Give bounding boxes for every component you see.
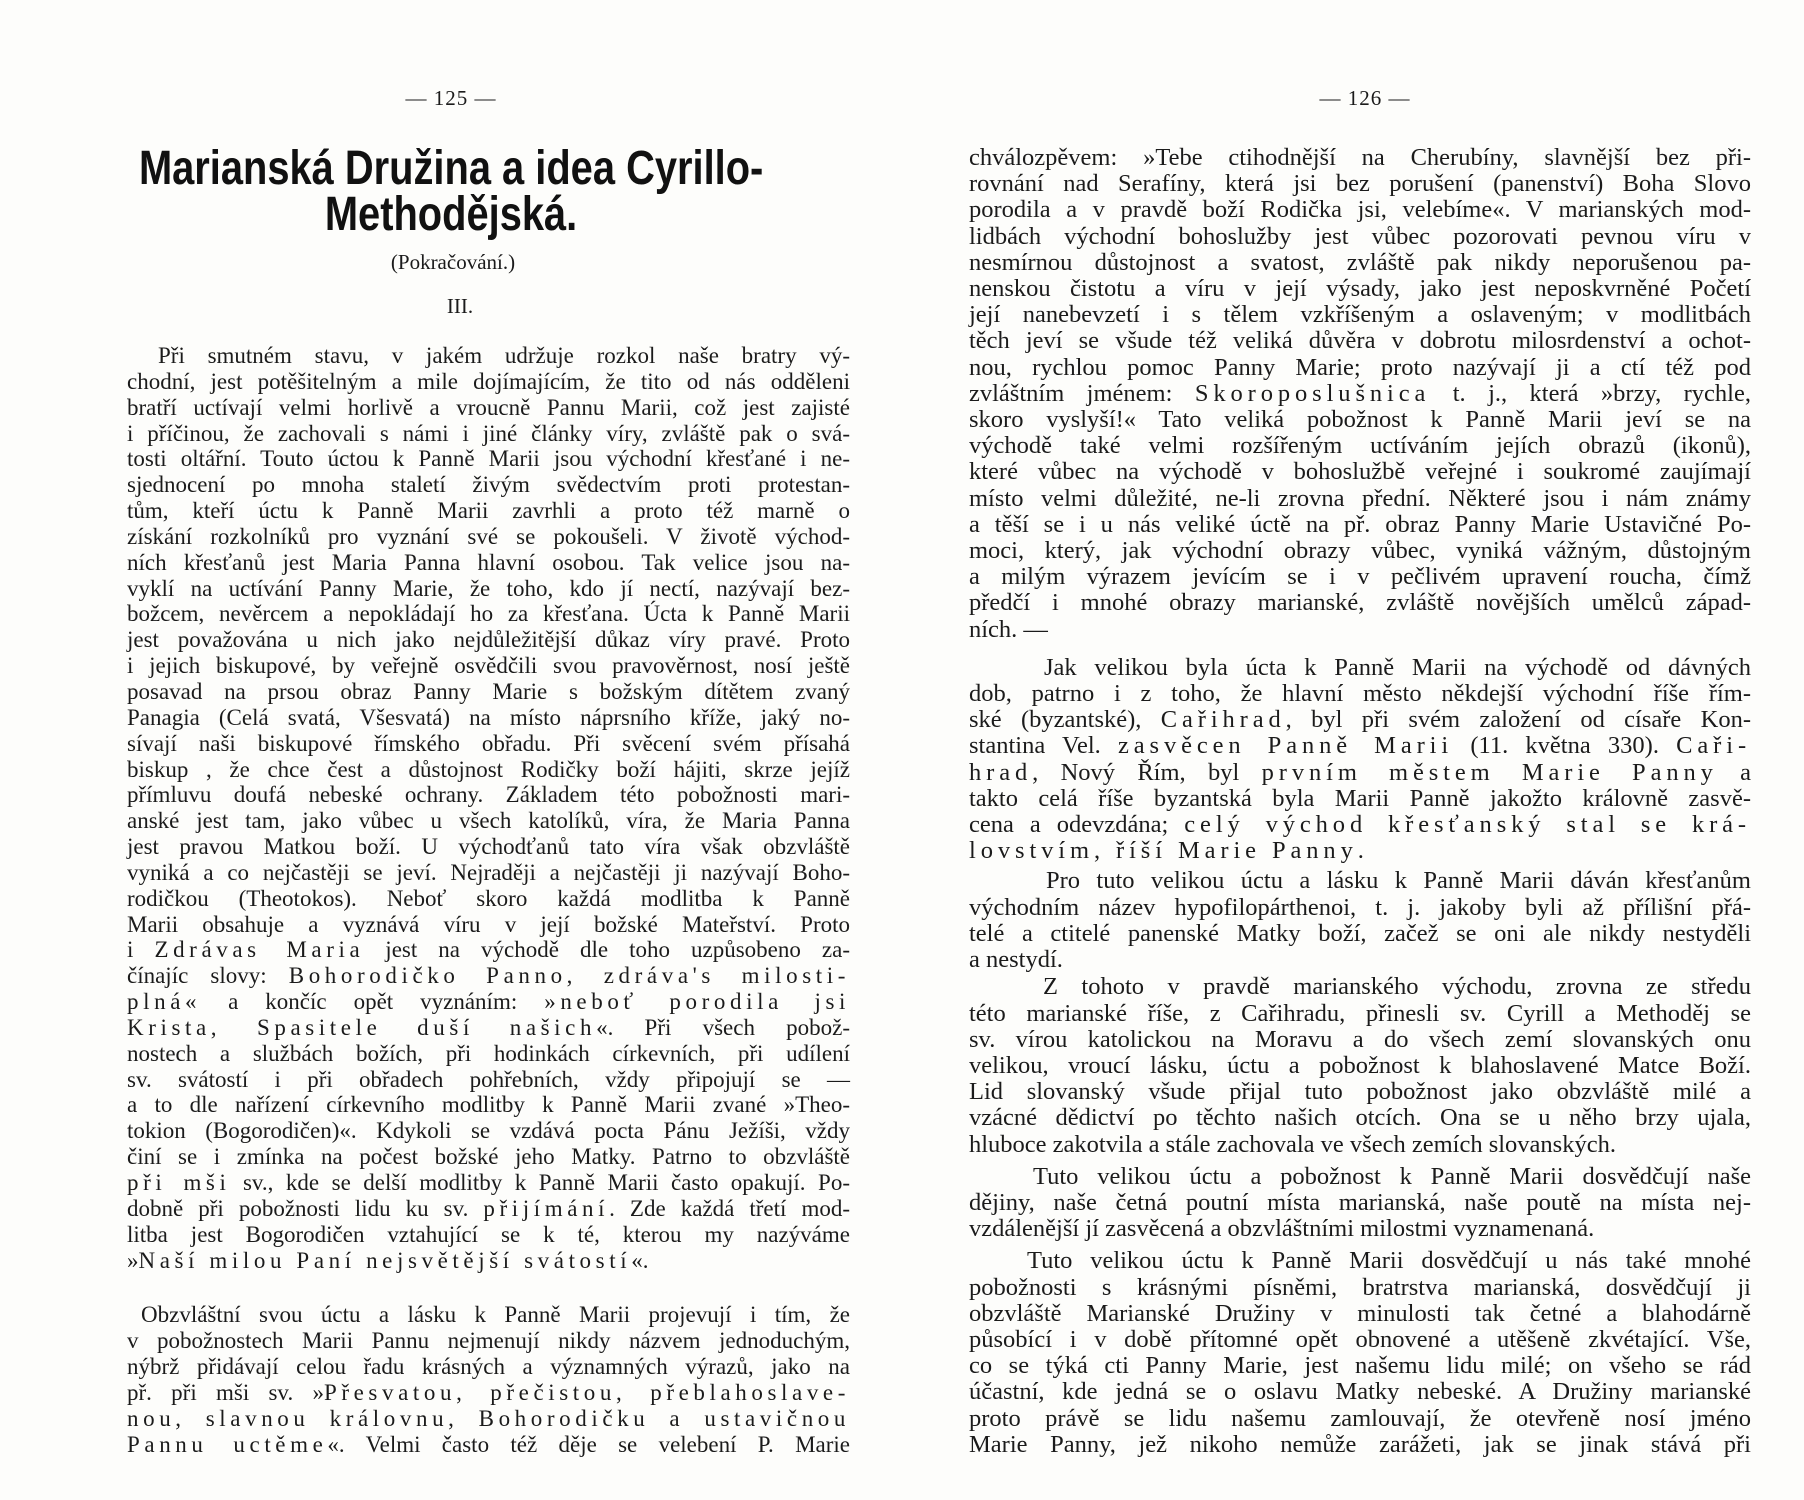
text-line: velikou, vroucí lásku, úctu a pobožnost k blahoslavené Matce Boží. xyxy=(969,1051,1751,1079)
body-text xyxy=(969,145,1751,1458)
text-line: východě také velmi rozšířeným uctíváním jejích obrazů (ikonů), xyxy=(969,432,1751,460)
text-line: vzdálenější jí zasvěcená a obzvláštními milostmi vyznamenaná. xyxy=(969,1215,1595,1243)
right-page xyxy=(902,0,1804,1500)
paragraph xyxy=(127,343,850,1273)
text-line: př. při mši sv. »Přesvatou, přečistou, přeblahoslave- xyxy=(127,1379,850,1405)
letter-spaced-text: Skoroposlušnica xyxy=(1194,379,1431,407)
letter-spaced-text: lovstvím, říší Marie Panny xyxy=(969,837,1358,865)
letter-spaced-text: hrad xyxy=(969,758,1033,786)
text-line: i jejich biskupové, by veřejně osvědčili svou pravověrnost, nosí ještě xyxy=(127,653,850,679)
text-line: nesmírnou důstojnost a svatost, zvláště pak nikdy neporušenou pa- xyxy=(969,248,1751,276)
text-line: východním název hypofilopárthenoi, t. j. jakoby byli až přílišní přá- xyxy=(969,893,1751,921)
text-line: vzácné dědictví po těchto našich otcích. Ona se u něho brzy ujala, xyxy=(969,1104,1751,1132)
paragraph xyxy=(969,1248,1751,1458)
text-line: Marie Panny, jež nikoho nemůže zarážeti, jak se jinak stává při xyxy=(969,1430,1751,1458)
text-line: lidbách východní bohoslužby jest vůbec pozorovati pevnou víru v xyxy=(969,222,1751,250)
letter-spaced-text: při mši xyxy=(127,1170,231,1195)
text-line: předčí i mnohé obrazy marianské, zvláště novějších umělců západ- xyxy=(969,589,1751,617)
text-line: působící i v době přítomné opět obnovené a utěšeně zkvétající. Vše, xyxy=(969,1325,1751,1353)
paragraph xyxy=(969,655,1751,865)
text-line: bratří uctívají velmi horlivě a vroucně Pannu Marii, což jest zajisté xyxy=(127,394,850,420)
text-line: její nanebevzetí i s tělem vzkříšeným a oslaveným; v modlitbách xyxy=(969,301,1751,329)
text-line: cena a odevzdána; celý východ křesťanský stal se krá- xyxy=(969,811,1751,839)
text-line: nýbrž přidávají celou řadu krásných a významných výrazů, jako na xyxy=(127,1354,850,1380)
article-title-text: Methodějská. xyxy=(324,188,578,241)
text-line: chválozpěvem: »Tebe ctihodnější na Cherubíny, slavnější bez při- xyxy=(969,144,1751,171)
text-line: této marianské říše, z Cařihradu, přinesli sv. Cyrill a Methoděj se xyxy=(969,999,1751,1027)
text-line: vyklí na uctívání Panny Marie, že toho, kdo jí nectí, nazývají bez- xyxy=(127,575,850,601)
letter-spaced-text: Přesvatou, přečistou, přeblahoslave- xyxy=(323,1379,850,1405)
text-line: Pro tuto velikou úctu a lásku k Panně Marii dáván křesťanům xyxy=(1046,867,1751,895)
text-line: lovstvím, říší Marie Panny. xyxy=(969,837,1364,865)
text-line: Při smutném stavu, v jakém udržuje rozkol naše bratry vý- xyxy=(158,343,850,368)
page-number: — 126 — xyxy=(1319,86,1411,110)
text-line: nenskou čistotu a víru v její výsady, jako jest neposkvrněné Početí xyxy=(969,275,1751,303)
text-line: rovnání nad Serafíny, která jsi bez porušení (panenství) Boha Slovo xyxy=(969,170,1751,198)
text-line: ních. — xyxy=(969,615,1048,643)
text-line: sv. svátostí i při obřadech pohřebních, vždy připojují se — xyxy=(127,1066,850,1092)
letter-spaced-text: Pannu uctěme xyxy=(127,1431,328,1457)
text-line: obzvláště Marianské Družiny v minulosti tak četné a blahodárně xyxy=(969,1299,1751,1327)
text-line: Panagia (Celá svatá, Všesvatá) na místo náprsního kříže, jaký no- xyxy=(127,704,850,730)
page-number: — 125 — xyxy=(405,86,497,110)
text-line: které vůbec na východě v bohoslužbě veřejné i soukromé zaujímají xyxy=(969,458,1751,486)
letter-spaced-text: Naší milou Paní nejsvětější svátostí xyxy=(138,1247,632,1273)
text-line: sívají naši biskupové římského obřadu. Při svěcení svém přísahá xyxy=(127,730,850,756)
text-line: čínajíc slovy: Bohorodičko Panno, zdráva's milosti- xyxy=(127,963,851,989)
text-line: co se týká cti Panny Marie, jest našemu lidu milé; on všeho se rád xyxy=(969,1352,1751,1380)
text-line: litba jest Bogorodičen vztahující se k té, kterou my nazýváme xyxy=(127,1221,850,1247)
text-line: takto celá říše byzantská byla Marii Panně jakožto královně zasvě- xyxy=(969,784,1751,812)
text-line: »Naší milou Paní nejsvětější svátostí«. xyxy=(127,1247,649,1273)
paragraph xyxy=(969,868,1751,973)
letter-spaced-text: Cařihrad xyxy=(1160,706,1286,734)
text-line: moci, který, jak východní obrazy vůbec, vyniká vážným, důstojným xyxy=(969,537,1751,565)
article-title-text: Marianská Družina a idea Cyrillo- xyxy=(138,142,764,195)
paragraph xyxy=(127,1302,850,1457)
text-line: božcem, nevěrcem a nepokládají ho za křesťana. Úcta k Panně Marii xyxy=(127,601,850,627)
text-line: Obzvláštní svou úctu a lásku k Panně Marii projevují i tím, že xyxy=(141,1302,850,1328)
section-number: III. xyxy=(446,294,474,318)
text-line: tům, kteří úctu k Panně Marii zavrhli a proto též marně o xyxy=(127,498,850,524)
text-line: těch jeví se všude též veliká důvěra v dobrotu milosrdenství a ochot- xyxy=(969,327,1751,355)
continuation-note: (Pokračování.) xyxy=(390,250,516,274)
text-line: a milým výrazem jevícím se i v pečlivém upravení roucha, čímž xyxy=(969,563,1751,591)
text-line: plná« a končíc opět vyznáním: »neboť porodila jsi xyxy=(127,989,850,1015)
text-line: chodní, jest potěšitelným a mile dojímajícím, že tito od nás odděleni xyxy=(127,368,850,394)
text-line: vyniká a co nejčastěji se jeví. Nejraději a nejčastěji ji nazývají Boho- xyxy=(127,859,850,885)
letter-spaced-text: »neboť porodila jsi xyxy=(544,989,850,1015)
text-line: tosti oltářní. Touto úctou k Panně Marii jsou východní křesťané i ne- xyxy=(127,446,850,472)
text-line: Marii obsahuje a vyznává víru v její božské Mateřství. Proto xyxy=(127,911,850,937)
letter-spaced-text: plná« xyxy=(127,989,202,1015)
text-line: hluboce zakotvila a stále zachovala ve všech zemích slovanských. xyxy=(969,1130,1616,1158)
text-line: místo velmi důležité, ne-li zrovna přední. Některé jsou i nám známy xyxy=(969,484,1751,512)
paragraph xyxy=(969,145,1751,643)
text-line: získání rozkolníků pro vyznání své se pokoušeli. V životě východ- xyxy=(127,523,850,549)
text-line: ské (byzantské), Cařihrad, byl při svém založení od císaře Kon- xyxy=(969,706,1751,734)
text-line: dob, patrno i z toho, že hlavní město někdejší východní říše řím- xyxy=(969,680,1751,708)
text-line: Tuto velikou úctu k Panně Marii dosvědčují u nás také mnohé xyxy=(1027,1247,1751,1275)
letter-spaced-text: nou, slavnou královnu, Bohorodičku a ustavičnou xyxy=(127,1405,850,1431)
text-line: i příčinou, že zachovali s námi i jiné články víry, zvláště pak o svá- xyxy=(127,420,850,446)
letter-spaced-text: Caři- xyxy=(1676,732,1752,760)
text-line: jest pravou Matkou boží. U východťanů tato víra však obzvláště xyxy=(127,834,850,860)
text-line: biskup , že chce čest a důstojnost Rodičky boží hájiti, skrze jejíž xyxy=(127,756,850,782)
text-line: dějiny, naše četná poutní místa marianská, naše poutě na místa nej- xyxy=(969,1188,1751,1216)
paragraph xyxy=(969,974,1751,1157)
text-line: proto právě se lidu našemu zamlouvají, že otevřeně nosí jméno xyxy=(969,1404,1751,1432)
article-title-line xyxy=(0,142,902,195)
text-line: při mši sv., kde se delší modlitby k Panně Marii často opakují. Po- xyxy=(127,1170,850,1195)
letter-spaced-text: celý východ křesťanský stal se krá- xyxy=(1184,811,1751,839)
text-line: a nestydí. xyxy=(969,946,1063,974)
text-line: zvláštním jménem: Skoroposlušnica t. j., která »brzy, rychle, xyxy=(969,379,1751,407)
text-line: nou, rychlou pomoc Panny Marie; proto nazývají ji a ctí též pod xyxy=(969,353,1751,381)
text-line: Krista, Spasitele duší našich«. Při všech pobož- xyxy=(127,1014,851,1040)
text-line: posavad na prsou obraz Panny Marie s božským dítětem zvaný xyxy=(127,678,850,704)
letter-spaced-text: přijímání xyxy=(483,1195,610,1221)
paragraph xyxy=(969,1164,1751,1243)
letter-spaced-text: Krista, Spasitele duší našich xyxy=(127,1014,597,1040)
body-text xyxy=(127,343,850,1457)
text-line: tokion (Bogorodičen)«. Kdykoli se vzdává pocta Pánu Ježíši, vždy xyxy=(127,1118,850,1144)
text-line: rodičkou (Theotokos). Neboť skoro každá modlitba k Panně xyxy=(127,885,850,911)
text-line: sv. vírou katolickou na Moravu a do všech zemí slovanských onu xyxy=(969,1025,1751,1053)
text-line: i Zdrávas Maria jest na východě dle toho uzpůsobeno za- xyxy=(127,937,851,963)
text-line: Tuto velikou úctu a pobožnost k Panně Marii dosvědčují naše xyxy=(1033,1162,1751,1190)
article-title-line xyxy=(0,188,902,241)
text-line: nostech a službách božích, při hodinkách církevních, při udílení xyxy=(127,1040,850,1066)
text-line: a to dle nařízení církevního modlitby k Panně Marii zvané »Theo- xyxy=(127,1092,850,1118)
text-line: stantina Vel. zasvěcen Panně Marii (11. května 330). Caři- xyxy=(969,732,1752,760)
text-line: telé a ctitelé panenské Matky boží, začež se oni ale nikdy nestyděli xyxy=(969,919,1751,947)
letter-spaced-text: Zdrávas Maria xyxy=(154,937,365,963)
text-line: dobně při pobožnosti lidu ku sv. přijímání. Zde každá třetí mod- xyxy=(127,1195,850,1221)
text-line: Pannu uctěme«. Velmi často též děje se velebení P. Marie xyxy=(127,1431,851,1457)
text-line: ních křesťanů jest Maria Panna hlavní osobou. Tak velice jsou na- xyxy=(127,549,850,575)
text-line: v pobožnostech Marii Pannu nejmenují nikdy názvem jednoduchým, xyxy=(127,1328,850,1354)
text-line: Z tohoto v pravdě marianského východu, zrovna ze středu xyxy=(1043,973,1751,1001)
text-line xyxy=(127,1406,850,1432)
text-line: pobožnosti s krásnými písněmi, bratrstva marianská, dosvědčují ji xyxy=(969,1273,1751,1301)
text-line: porodila a v pravdě boží Rodička jsi, velebíme«. V marianských mod- xyxy=(969,196,1751,224)
letter-spaced-text: Bohorodičko Panno, zdráva's milosti- xyxy=(288,963,851,989)
text-line: Jak velikou byla úcta k Panně Marii na východě od dávných xyxy=(1044,653,1751,681)
letter-spaced-text: zasvěcen Panně Marii xyxy=(1117,732,1454,760)
article-title xyxy=(0,142,902,241)
text-line: přímluvu doufá nebeské ochrany. Základem této pobožnosti mari- xyxy=(127,782,850,808)
text-line: sjednocení po mnoha staletí živým svědectvím proti protestan- xyxy=(127,472,850,498)
text-line: skoro vyslyší!« Tato veliká pobožnost k Panně Marii jeví se na xyxy=(969,406,1751,434)
text-line: hrad, Nový Řím, byl prvním městem Marie Panny a xyxy=(969,758,1752,786)
letter-spaced-text: prvním městem Marie Panny xyxy=(1261,758,1718,786)
text-line: anské jest tam, jako vůbec u všech katolíků, víra, že Maria Panna xyxy=(127,808,850,834)
text-line: Lid slovanský všude přijal tuto pobožnost jako obzvláště milé a xyxy=(969,1078,1751,1106)
text-line: účastní, kde jedná se o oslavu Matky nebeské. A Družiny marianské xyxy=(969,1378,1751,1406)
text-line: a těší se i u nás veliké úctě na př. obraz Panny Marie Ustavičné Po- xyxy=(969,510,1751,538)
text-line: činí se i zmínka na počest božské jeho Matky. Patrno to obzvláště xyxy=(127,1144,850,1170)
text-line: jest považována u nich jako nejdůležitější důkaz víry pravé. Proto xyxy=(127,627,850,653)
